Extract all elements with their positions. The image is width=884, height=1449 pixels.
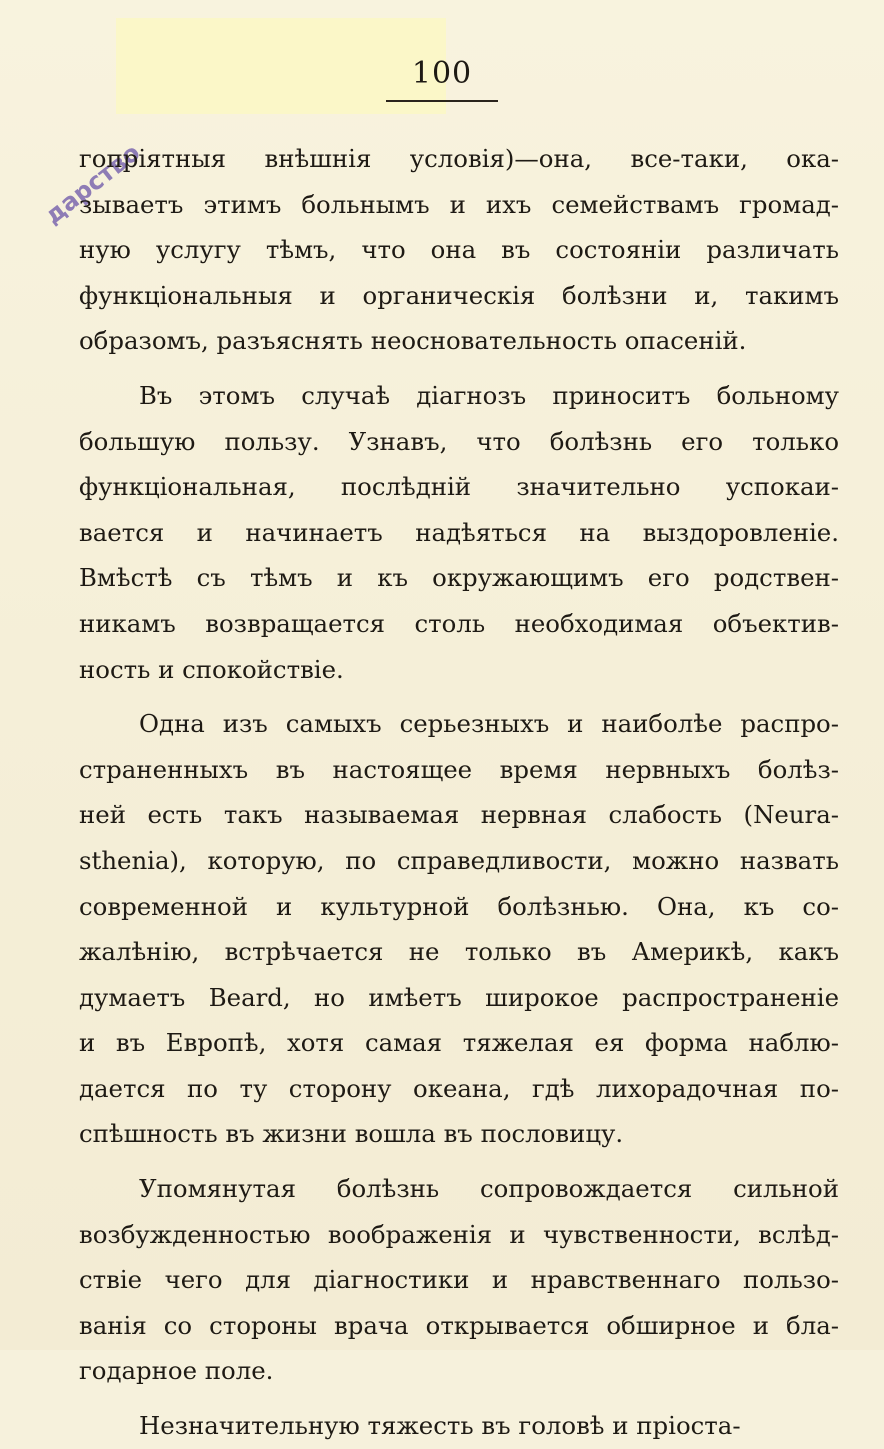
text-line: ную услугу тѣмъ, что она въ состояніи различать — [79, 235, 839, 265]
paragraph — [79, 1403, 839, 1449]
text-line: образомъ, разъяснять неосновательность опасеній. — [79, 326, 747, 356]
page-number-rule — [386, 100, 498, 102]
text-line: функціональныя и органическія болѣзни и, такимъ — [79, 280, 839, 310]
text-line: и въ Европѣ, хотя самая тяжелая ея форма наблю- — [79, 1028, 839, 1058]
text-line: большую пользу. Узнавъ, что болѣзнь его только — [79, 426, 839, 456]
text-line: Упомянутая болѣзнь сопровождается сильной — [139, 1174, 839, 1204]
text-line: sthenia), которую, по справедливости, можно назвать — [79, 845, 839, 875]
paragraph — [79, 701, 839, 1157]
text-line: страненныхъ въ настоящее время нервныхъ болѣз- — [79, 754, 839, 784]
page-number: 100 — [411, 56, 473, 91]
text-line: вается и начинаетъ надѣяться на выздоровленіе. — [79, 517, 839, 547]
text-line: возбужденностью воображенія и чувственности, вслѣд- — [79, 1219, 839, 1249]
text-line: ней есть такъ называемая нервная слабость (Neura- — [79, 800, 839, 830]
text-line: Одна изъ самыхъ серьезныхъ и наиболѣе распро- — [139, 709, 839, 739]
body-text — [79, 136, 839, 1449]
text-line: современной и культурной болѣзнью. Она, къ со- — [79, 891, 839, 921]
text-line: думаетъ Beard, но имѣетъ широкое распространеніе — [79, 982, 839, 1012]
paragraph — [79, 136, 839, 364]
text-line: ность и спокойствіе. — [79, 654, 344, 684]
text-line: Въ этомъ случаѣ діагнозъ приноситъ больному — [139, 380, 839, 410]
text-line: дается по ту сторону океана, гдѣ лихорадочная по- — [79, 1073, 839, 1103]
text-line: Незначительную тяжесть въ головѣ и пріоста- — [139, 1411, 741, 1441]
paragraph — [79, 373, 839, 692]
text-line: ванія со стороны врача открывается обширное и бла- — [79, 1310, 839, 1340]
text-line: гопріятныя внѣшнія условія)—она, все-таки, ока- — [79, 144, 839, 173]
text-line: функціональная, послѣдній значительно успокаи- — [79, 472, 839, 502]
text-line: зываетъ этимъ больнымъ и ихъ семействамъ громад- — [79, 189, 839, 219]
text-line: годарное поле. — [79, 1356, 274, 1386]
text-line: спѣшность въ жизни вошла въ пословицу. — [79, 1119, 624, 1149]
stamp-text: дарство — [39, 138, 146, 230]
text-line: Вмѣстѣ съ тѣмъ и къ окружающимъ его родствен- — [79, 563, 839, 593]
paragraph — [79, 1166, 839, 1394]
text-line: ствіе чего для діагностики и нравственнаго пользо- — [79, 1265, 839, 1295]
text-line: жалѣнію, встрѣчается не только въ Америкѣ, какъ — [79, 937, 839, 967]
text-line: никамъ возвращается столь необходимая объектив- — [79, 608, 839, 638]
